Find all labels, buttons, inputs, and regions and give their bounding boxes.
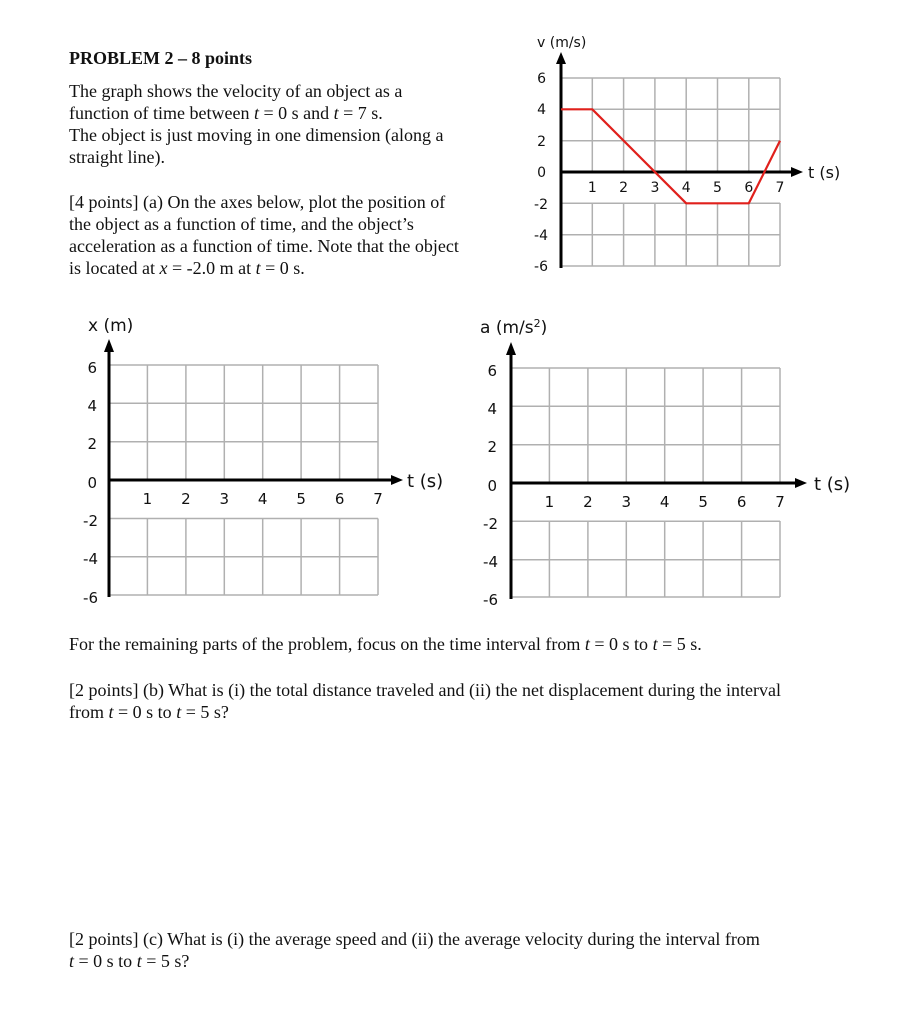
part-a-line-3: acceleration as a function of time. Note that the object: [69, 236, 459, 256]
part-c-line-2: t = 0 s to t = 5 s?: [69, 951, 190, 971]
v-ytick-neg2: -2: [534, 197, 548, 213]
a-xtick-5: 5: [698, 493, 708, 511]
a-xtick-4: 4: [659, 493, 670, 511]
v-ytick-6: 6: [537, 71, 546, 87]
a-xtick-7: 7: [775, 493, 785, 511]
a-ytick-4: 4: [487, 400, 497, 418]
a-ytick-6: 6: [487, 362, 497, 380]
x-ytick-4: 4: [87, 397, 97, 415]
x-ytick-neg6: -6: [83, 589, 98, 607]
x-ytick-2: 2: [87, 435, 97, 453]
x-xtick-3: 3: [219, 490, 230, 508]
part-a-line-2: the object as a function of time, and the object’s: [69, 214, 414, 234]
a-ytick-neg4: -4: [483, 553, 498, 571]
v-xtick-1: 1: [587, 180, 597, 196]
x-ytick-0: 0: [87, 474, 97, 492]
part-b-question: [69, 679, 781, 723]
x-ytick-neg4: -4: [83, 550, 98, 568]
x-xtick-6: 6: [334, 490, 345, 508]
part-a-line-4: is located at x = -2.0 m at t = 0 s.: [69, 258, 305, 278]
acceleration-y-arrow-icon: [506, 342, 516, 355]
v-xtick-4: 4: [681, 180, 691, 196]
intro-line-1: The graph shows the velocity of an object as a: [69, 81, 403, 101]
acceleration-xlabel: t (s): [814, 474, 851, 495]
velocity-ylabel: v (m/s): [537, 35, 587, 51]
intro-line-4: straight line).: [69, 147, 165, 167]
v-xtick-6: 6: [744, 180, 754, 196]
v-ytick-2: 2: [537, 134, 546, 150]
velocity-xlabel: t (s): [808, 163, 841, 182]
v-xtick-5: 5: [713, 180, 722, 196]
x-xtick-7: 7: [373, 490, 383, 508]
v-ytick-0: 0: [537, 165, 546, 181]
acceleration-ylabel: a $(m/s^2)$: [480, 317, 548, 338]
a-xtick-3: 3: [621, 493, 632, 511]
position-xlabel: t (s): [407, 471, 444, 492]
x-ytick-neg2: -2: [83, 512, 98, 530]
x-xtick-4: 4: [257, 490, 268, 508]
v-xtick-3: 3: [650, 180, 660, 196]
a-xtick-2: 2: [583, 493, 593, 511]
acceleration-x-arrow-icon: [795, 478, 807, 488]
v-ytick-4: 4: [537, 102, 546, 118]
x-xtick-2: 2: [181, 490, 191, 508]
remaining-instruction: For the remaining parts of the problem, focus on the time interval from t = 0 s to t = 5 s.: [69, 634, 702, 654]
position-ylabel: x (m): [88, 316, 134, 336]
a-ytick-0: 0: [487, 477, 497, 495]
x-ytick-6: 6: [87, 359, 97, 377]
a-ytick-neg2: -2: [483, 515, 498, 533]
a-xtick-1: 1: [544, 493, 555, 511]
x-xtick-5: 5: [296, 490, 306, 508]
part-b-line-1: [2 points] (b) What is (i) the total distance traveled and (ii) the net displacement during the interval: [69, 680, 781, 700]
a-ytick-2: 2: [487, 438, 497, 456]
v-ytick-neg4: -4: [534, 228, 548, 244]
part-a-line-1: [4 points] (a) On the axes below, plot the position of: [69, 192, 446, 212]
v-xtick-2: 2: [619, 180, 629, 196]
part-c-line-1: [2 points] (c) What is (i) the average speed and (ii) the average velocity during the interval from: [69, 929, 760, 949]
x-xtick-1: 1: [142, 490, 153, 508]
a-ytick-neg6: -6: [483, 591, 498, 609]
v-ytick-neg6: -6: [534, 259, 548, 275]
part-c-question: [69, 928, 760, 972]
problem-title: PROBLEM 2 – 8 points: [69, 48, 253, 68]
intro-line-2: function of time between t = 0 s and t = 7 s.: [69, 103, 383, 123]
part-b-line-2: from t = 0 s to t = 5 s?: [69, 702, 229, 722]
v-xtick-7: 7: [775, 180, 785, 196]
a-xtick-6: 6: [736, 493, 747, 511]
intro-line-3: The object is just moving in one dimension (along a: [69, 125, 444, 145]
